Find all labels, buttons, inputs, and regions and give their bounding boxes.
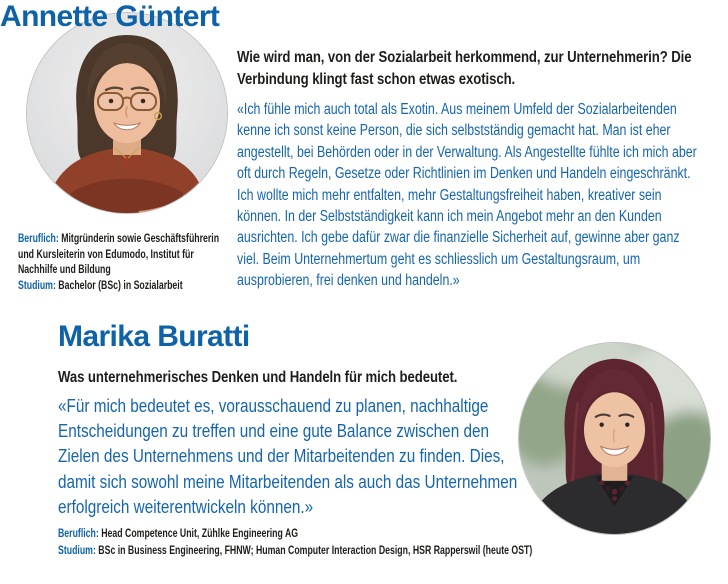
annette-beruflich-line — [18, 232, 234, 279]
marika-portrait-illustration — [519, 343, 710, 534]
marika-beruflich-text: Head Competence Unit, Zühlke Engineering AG — [101, 528, 299, 540]
annette-quote: «Ich fühle mich auch total als Exotin. Aus meinem Umfeld der Sozialarbeitenden kenne ich sonst keine Person, die sich selbstständig gemacht hat. Man ist eher angestellt, bei Behörden oder in der Verwaltung. Als Angestellte fühlte ich mich aber oft durch Regeln, Gesetze oder Richtlinien im Denken und Handeln eingeschränkt. Ich wollte mich mehr entfalten, mehr Gestaltungsfreiheit haben, kreativer sein können. In der Selbstständigkeit kann ich mein Angebot mehr an den Kunden ausrichten. Ich gebe dafür zwar die finanzielle Sicherheit auf, gewinne aber ganz viel. Beim Unternehmertum geht es schliesslich um Gestaltungsraum, um ausprobieren, frei denken und handeln.» — [237, 101, 697, 290]
annette-credentials — [18, 232, 234, 294]
annette-studium-text: Bachelor (BSc) in Sozialarbeit — [58, 279, 183, 292]
marika-name-heading: Marika Buratti — [58, 320, 250, 353]
marika-quote: «Für mich bedeutet es, vorausschauend zu planen, nachhaltige Entscheidungen zu treffen und eine gute Balance zwischen den Zielen des Unternehmens und der Mitarbeitenden zu finden. Dies, damit sich sowohl meine Mitarbeitenden als auch das Unternehmen erfolgreich weiterentwickeln können.» — [58, 396, 518, 517]
marika-beruflich-line — [58, 526, 590, 543]
annette-studium-line — [18, 279, 234, 295]
beruflich-label: Beruflich: — [58, 528, 99, 540]
marika-credentials — [58, 526, 590, 559]
annette-portrait-illustration — [27, 13, 227, 213]
marika-portrait-photo — [518, 342, 711, 535]
marika-studium-line — [58, 543, 590, 560]
marika-studium-text: BSc in Business Engineering, FHNW; Human Computer Interaction Design, HSR Rapperswil (heute OST) — [98, 544, 533, 557]
annette-portrait-photo — [26, 12, 228, 214]
studium-label: Studium: — [18, 279, 56, 292]
annette-lead-question: Wie wird man, von der Sozialarbeit herkommend, zur Unternehmerin? Die Verbindung klingt fast schon etwas exotisch. — [237, 49, 692, 88]
marika-lead-question: Was unternehmerisches Denken und Handeln für mich bedeutet. — [58, 369, 458, 386]
beruflich-label: Beruflich: — [18, 233, 59, 245]
annette-name-heading: Annette Güntert — [0, 0, 220, 33]
annette-beruflich-text: Mitgründerin sowie Geschäftsführerin und Kursleiterin von Edumodo, Institut für Nachhilfe und Bildung — [18, 233, 220, 276]
studium-label: Studium: — [58, 544, 96, 557]
